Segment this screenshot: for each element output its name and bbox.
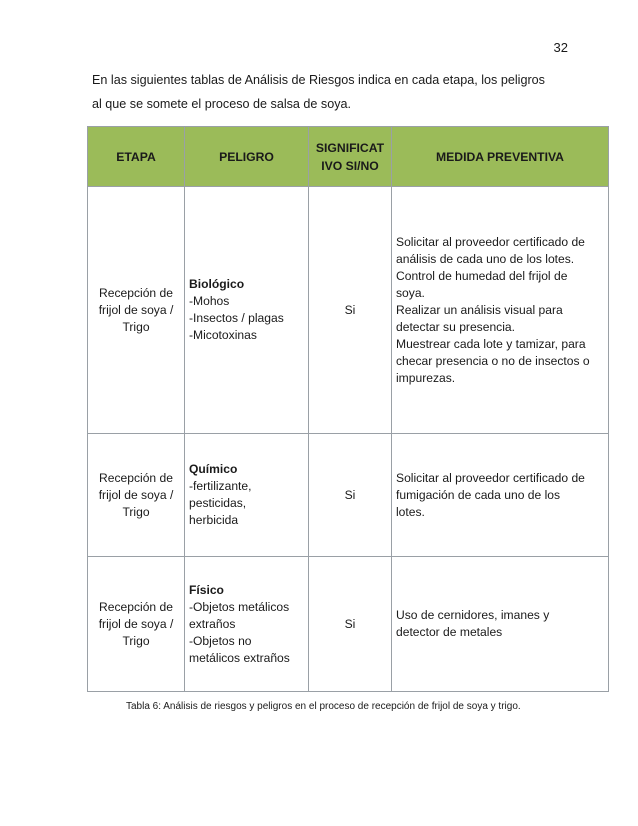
intro-paragraph [92,68,612,116]
hazard-item: -Objetos no [189,633,252,648]
etapa-line: frijol de soya / [98,487,174,502]
medida-line: Muestrear cada lote y tamizar, para [396,336,586,351]
etapa-line: Recepción de [99,599,173,614]
medida-line: fumigación de cada uno de los [396,487,561,502]
table-row [88,187,609,434]
significativo-cell: Si [309,187,392,434]
peligro-cell [185,557,309,692]
medida-line: detectar su presencia. [396,319,515,334]
medida-line: Solicitar al proveedor certificado de [396,470,585,485]
peligro-cell [185,187,309,434]
header-significativo-line-1: SIGNIFICAT [315,140,385,155]
hazard-item: -Mohos [189,294,230,308]
medida-line: Solicitar al proveedor certificado de [396,234,585,249]
medida-line: Realizar un análisis visual para [396,302,563,317]
medida-preventiva-cell [392,187,609,434]
header-peligro: PELIGRO [185,127,309,187]
etapa-cell [88,557,185,692]
table-header-row [88,127,609,187]
etapa-line: frijol de soya / [98,302,174,317]
etapa-line: frijol de soya / [98,616,174,631]
hazard-item: -Micotoxinas [189,328,257,342]
medida-line: Control de humedad del frijol de [396,268,568,283]
hazard-item: herbicida [189,513,239,527]
etapa-line: Recepción de [99,285,173,300]
etapa-cell [88,187,185,434]
table-row [88,557,609,692]
table-caption: Tabla 6: Análisis de riesgos y peligros en el proceso de recepción de frijol de soya y trigo. [126,701,521,712]
page-number: 32 [553,40,568,55]
peligro-cell [185,434,309,557]
etapa-line: Trigo [122,633,150,648]
etapa-line: Recepción de [99,470,173,485]
intro-line-1: En las siguientes tablas de Análisis de Riesgos indica en cada etapa, los peligros [92,73,545,87]
hazard-item: -Insectos / plagas [189,311,284,325]
hazard-type-label: Químico [189,462,238,476]
header-etapa: ETAPA [88,127,185,187]
etapa-line: Trigo [122,504,150,519]
etapa-cell [88,434,185,557]
hazard-type-label: Biológico [189,277,245,291]
medida-line: análisis de cada uno de los lotes. [396,251,575,266]
hazard-item: -fertilizante, [189,479,252,493]
intro-line-2: al que se somete el proceso de salsa de soya. [92,97,352,111]
hazard-type-label: Físico [189,582,224,597]
etapa-line: Trigo [122,319,150,334]
medida-preventiva-cell [392,434,609,557]
hazard-item: metálicos extraños [189,650,290,665]
medida-line: detector de metales [396,625,503,639]
header-medida-preventiva: MEDIDA PREVENTIVA [392,127,609,187]
significativo-cell: Si [309,557,392,692]
medida-line: soya. [396,285,425,300]
medida-line: Uso de cernidores, imanes y [396,608,550,622]
medida-line: checar presencia o no de insectos o [396,353,590,368]
hazard-item: -Objetos metálicos [189,599,290,614]
significativo-cell: Si [309,434,392,557]
hazard-item: pesticidas, [189,496,247,510]
medida-preventiva-cell [392,557,609,692]
header-significativo [309,127,392,187]
table-row [88,434,609,557]
medida-line: lotes. [396,504,425,519]
medida-line: impurezas. [396,370,456,385]
header-significativo-line-2: IVO SI/NO [321,158,379,173]
risk-analysis-table [87,126,609,692]
hazard-item: extraños [189,616,236,631]
